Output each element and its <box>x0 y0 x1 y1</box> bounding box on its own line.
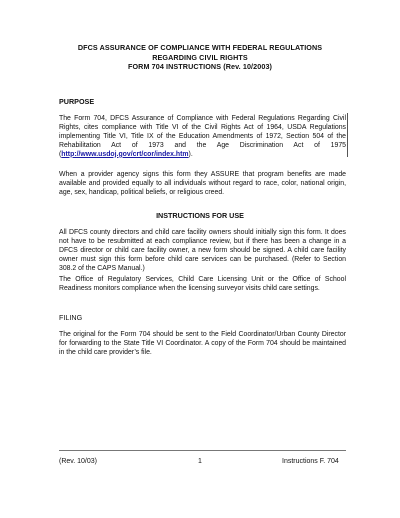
usdoj-link[interactable]: http://www.usdoj.gov/crt/cor/index.htm <box>61 150 189 158</box>
footer-form-name: Instructions F. 704 <box>282 458 339 465</box>
filing-paragraph: The original for the Form 704 should be sent to the Field Coordinator/Urban County Director for forwarding to the State Title VI Coordinator. A copy of the Form 704 should be maintained in the child care provider’s file. <box>59 331 346 356</box>
title-line-1: DFCS ASSURANCE OF COMPLIANCE WITH FEDERAL REGULATIONS <box>77 43 323 52</box>
title-line-3: FORM 704 INSTRUCTIONS (Rev. 10/2003) <box>127 62 273 72</box>
instructions-heading: INSTRUCTIONS FOR USE <box>156 211 244 220</box>
filing-heading: FILING <box>59 313 83 322</box>
footer-page-number: 1 <box>198 458 202 465</box>
purpose-heading: PURPOSE <box>59 97 95 106</box>
instructions-paragraph-1: All DFCS county directors and child care facility owners should initially sign this form. It does not have to be resubmitted at each compliance review, but if there has been a change in a DFCS director or child care facility owner, a new form should be signed. A child care facility owner must sign this form before child care services can be purchased. (Refer to Section 308.2 of the CAPS Manual.) <box>59 229 346 272</box>
assurance-paragraph: When a provider agency signs this form they ASSURE that program benefits are made available and provided equally to all individuals without regard to race, color, national origin, age, sex, handicap, political beliefs, or religious creed. <box>59 171 346 196</box>
instructions-paragraph-2: The Office of Regulatory Services, Child Care Licensing Unit or the Office of School Readiness monitors compliance when the licensing surveyor visits child care settings. <box>59 276 346 292</box>
margin-bar <box>347 113 348 157</box>
document-title <box>0 43 400 72</box>
purpose-paragraph <box>59 115 346 160</box>
purpose-text-end: ). <box>188 150 193 158</box>
purpose-text: The Form 704, DFCS Assurance of Compliance with Federal Regulations Regarding Civil Rights, cites compliance with Title VI of the Civil Rights Act of 1964, USDA Regulations implementing Title VI, Title IX of the Education Amendments of 1972, Section 504 of the Rehabilitation Act of 1973 and the Age Discrimination Act of 1975 ( <box>59 115 346 158</box>
title-line-2: REGARDING CIVIL RIGHTS <box>152 52 248 62</box>
footer-revision: (Rev. 10/03) <box>59 458 97 465</box>
footer-divider <box>59 450 346 451</box>
